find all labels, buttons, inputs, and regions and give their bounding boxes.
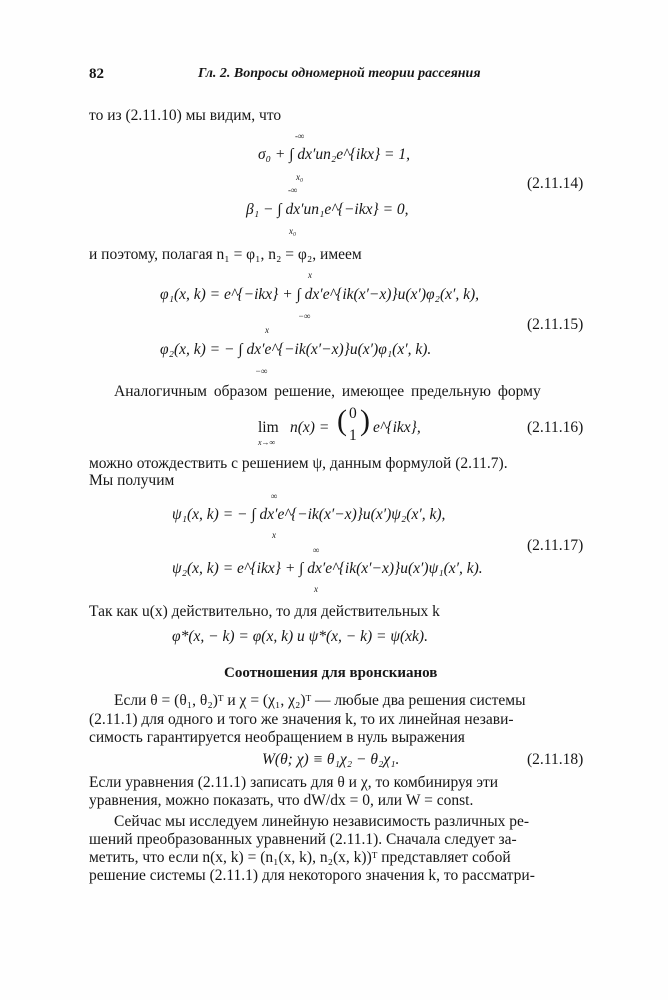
equation-number: (2.11.17): [527, 537, 584, 554]
integral-lower-bound: x₀: [296, 172, 304, 182]
text-line: и поэтому, полагая n₁ = φ₁, n₂ = φ₂, имеем: [89, 246, 362, 263]
page-number: 82: [89, 66, 104, 82]
text-line: то из (2.11.10) мы видим, что: [89, 107, 282, 124]
equation-number: (2.11.16): [527, 419, 584, 436]
conjugation-relation: φ*(x, − k) = φ(x, k) и ψ*(x, − k) = ψ(xk).: [172, 628, 428, 645]
text-line: Аналогичным образом решение, имеющее предельную форму: [114, 383, 541, 400]
paragraph-line: решение системы (2.11.1) для некоторого значения k, то рассматри-: [89, 867, 535, 884]
paragraph-line: (2.11.1) для одного и того же значения k, то их линейная незави-: [89, 711, 514, 728]
integral-upper-bound: x: [265, 325, 269, 335]
paragraph-line: Сейчас мы исследуем линейную независимость различных ре-: [114, 813, 530, 830]
paragraph-line: шений преобразованных уравнений (2.11.1). Сначала следует за-: [89, 831, 517, 848]
paragraph-line: Если уравнения (2.11.1) записать для θ и χ, то комбинируя эти: [89, 774, 499, 791]
paragraph-line: метить, что если n(x, k) = (n₁(x, k), n₂(x, k))ᵀ представляет собой: [89, 849, 511, 866]
vector-bottom: 1: [349, 427, 357, 444]
right-paren: ): [360, 404, 370, 437]
integral-upper-bound: -∞: [288, 185, 298, 195]
lim-subscript: x→∞: [258, 438, 276, 447]
lim-operator: lim: [258, 419, 279, 436]
equation-line: ψ₁(x, k) = − ∫ dx′e^{−ik(x′−x)}u(x′)ψ₂(x′, k),: [172, 506, 446, 523]
paragraph-line: Если θ = (θ₁, θ₂)ᵀ и χ = (χ₁, χ₂)ᵀ — любые два решения системы: [114, 692, 526, 709]
equation-line: β₁ − ∫ dx′un₁e^{−ikx} = 0,: [246, 201, 409, 218]
equation-line: ψ₂(x, k) = e^{ikx} + ∫ dx′e^{ik(x′−x)}u(x′)ψ₁(x′, k).: [172, 560, 483, 577]
section-heading: Соотношения для вронскианов: [224, 665, 438, 681]
equation-lhs: n(x) =: [290, 419, 330, 436]
left-paren: (: [337, 404, 347, 437]
equation-2-11-18: W(θ; χ) ≡ θ₁χ₂ − θ₂χ₁.: [262, 751, 400, 768]
equation-line: φ₂(x, k) = − ∫ dx′e^{−ik(x′−x)}u(x′)φ₁(x′, k).: [160, 341, 432, 358]
vector-top: 0: [349, 405, 357, 422]
text-line: Мы получим: [89, 472, 175, 489]
integral-lower-bound: x: [272, 530, 276, 540]
text-line: Так как u(x) действительно, то для действительных k: [89, 603, 440, 620]
integral-upper-bound: ∞: [271, 491, 278, 501]
integral-lower-bound: x₀: [289, 226, 297, 236]
integral-lower-bound: x: [314, 584, 318, 594]
paragraph-line: уравнения, можно показать, что dW/dx = 0, или W = const.: [89, 792, 474, 809]
integral-upper-bound: -∞: [295, 131, 305, 141]
equation-line: φ₁(x, k) = e^{−ikx} + ∫ dx′e^{ik(x′−x)}u(x′)φ₂(x′, k),: [160, 286, 480, 303]
integral-lower-bound: −∞: [298, 311, 311, 321]
integral-upper-bound: ∞: [313, 545, 320, 555]
equation-number: (2.11.18): [527, 751, 584, 768]
equation-number: (2.11.15): [527, 316, 584, 333]
paragraph-line: симость гарантируется необращением в нуль выражения: [89, 729, 465, 746]
integral-upper-bound: x: [308, 270, 312, 280]
text-line: можно отождествить с решением ψ, данным формулой (2.11.7).: [89, 455, 508, 472]
running-title: Гл. 2. Вопросы одномерной теории рассеяния: [198, 66, 481, 81]
equation-line: σ₀ + ∫ dx′un₂e^{ikx} = 1,: [258, 146, 410, 163]
equation-number: (2.11.14): [527, 175, 584, 192]
equation-rhs: e^{ikx},: [373, 419, 421, 436]
integral-lower-bound: −∞: [255, 366, 268, 376]
